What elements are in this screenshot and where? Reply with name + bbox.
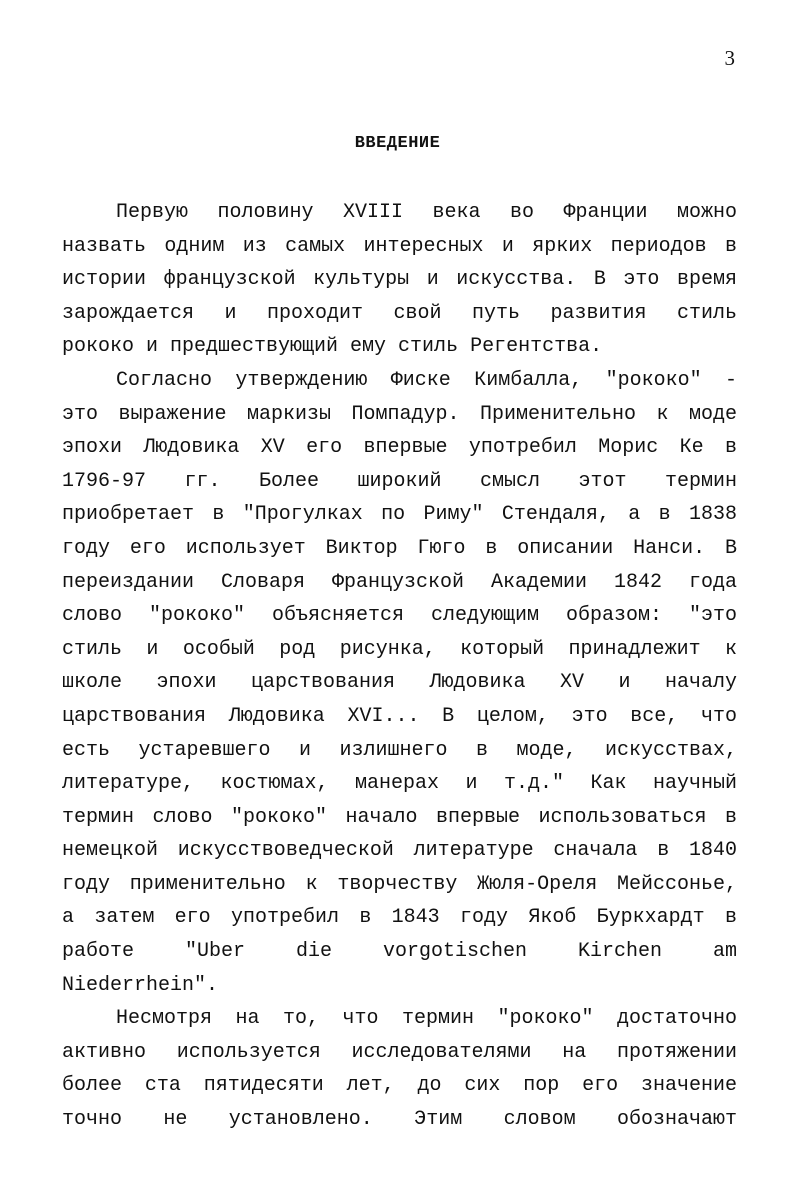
paragraph xyxy=(62,364,737,1002)
text-line: а затем его употребил в 1843 году Якоб Буркхардт в xyxy=(62,906,737,930)
text-line: школе эпохи царствования Людовика XV и началу xyxy=(62,671,737,695)
text-line: переиздании Словаря Французской Академии 1842 года xyxy=(62,570,737,594)
text-line: стиль и особый род рисунка, который принадлежит к xyxy=(62,637,737,661)
text-line: слово "рококо" объясняется следующим образом: "это xyxy=(62,604,737,628)
text-line: году применительно к творчеству Жюля-Ореля Мейссонье, xyxy=(62,872,737,896)
paragraph xyxy=(62,1002,737,1136)
text-line: Первую половину XVIII века во Франции можно xyxy=(116,201,737,224)
text-line: есть устаревшего и излишнего в моде, искусствах, xyxy=(62,738,737,762)
text-line: приобретает в "Прогулках по Риму" Стендаля, а в 1838 xyxy=(62,503,737,527)
text-line: точно не установлено. Этим словом обозначают xyxy=(62,1108,737,1132)
text-line: активно используется исследователями на протяжении xyxy=(62,1040,737,1064)
text-line: это выражение маркизы Помпадур. Применительно к моде xyxy=(62,402,737,426)
text-line: назвать одним из самых интересных и ярких периодов в xyxy=(62,234,737,258)
text-line: истории французской культуры и искусства. В это время xyxy=(62,268,737,292)
text-line: Несмотря на то, что термин "рококо" достаточно xyxy=(116,1007,737,1031)
page-number: 3 xyxy=(724,46,735,70)
text-line: году его использует Виктор Гюго в описании Нанси. В xyxy=(62,536,737,560)
text-line: работе "Uber die vorgotischen Kirchen am xyxy=(62,940,737,964)
text-line: эпохи Людовика XV его впервые употребил Морис Ке в xyxy=(62,436,737,460)
text-line: зарождается и проходит свой путь развития стиль xyxy=(62,301,737,325)
text-line: 1796-97 гг. Более широкий смысл этот термин xyxy=(62,469,737,493)
document-body xyxy=(62,196,737,1137)
text-line: царствования Людовика XVI... В целом, это все, что xyxy=(62,704,737,728)
text-line: Согласно утверждению Фиске Кимбалла, "рококо" - xyxy=(116,368,737,392)
text-line: Niederrhein". xyxy=(62,973,219,997)
text-line: литературе, костюмах, манерах и т.д." Как научный xyxy=(62,772,737,796)
text-line: рококо и предшествующий ему стиль Регентства. xyxy=(62,335,603,359)
text-line: термин слово "рококо" начало впервые использоваться в xyxy=(62,805,737,829)
paragraph xyxy=(62,196,737,364)
text-line: более ста пятидесяти лет, до сих пор его значение xyxy=(62,1074,737,1098)
page-title: ВВЕДЕНИЕ xyxy=(354,134,441,153)
text-line: немецкой искусствоведческой литературе сначала в 1840 xyxy=(62,839,737,863)
